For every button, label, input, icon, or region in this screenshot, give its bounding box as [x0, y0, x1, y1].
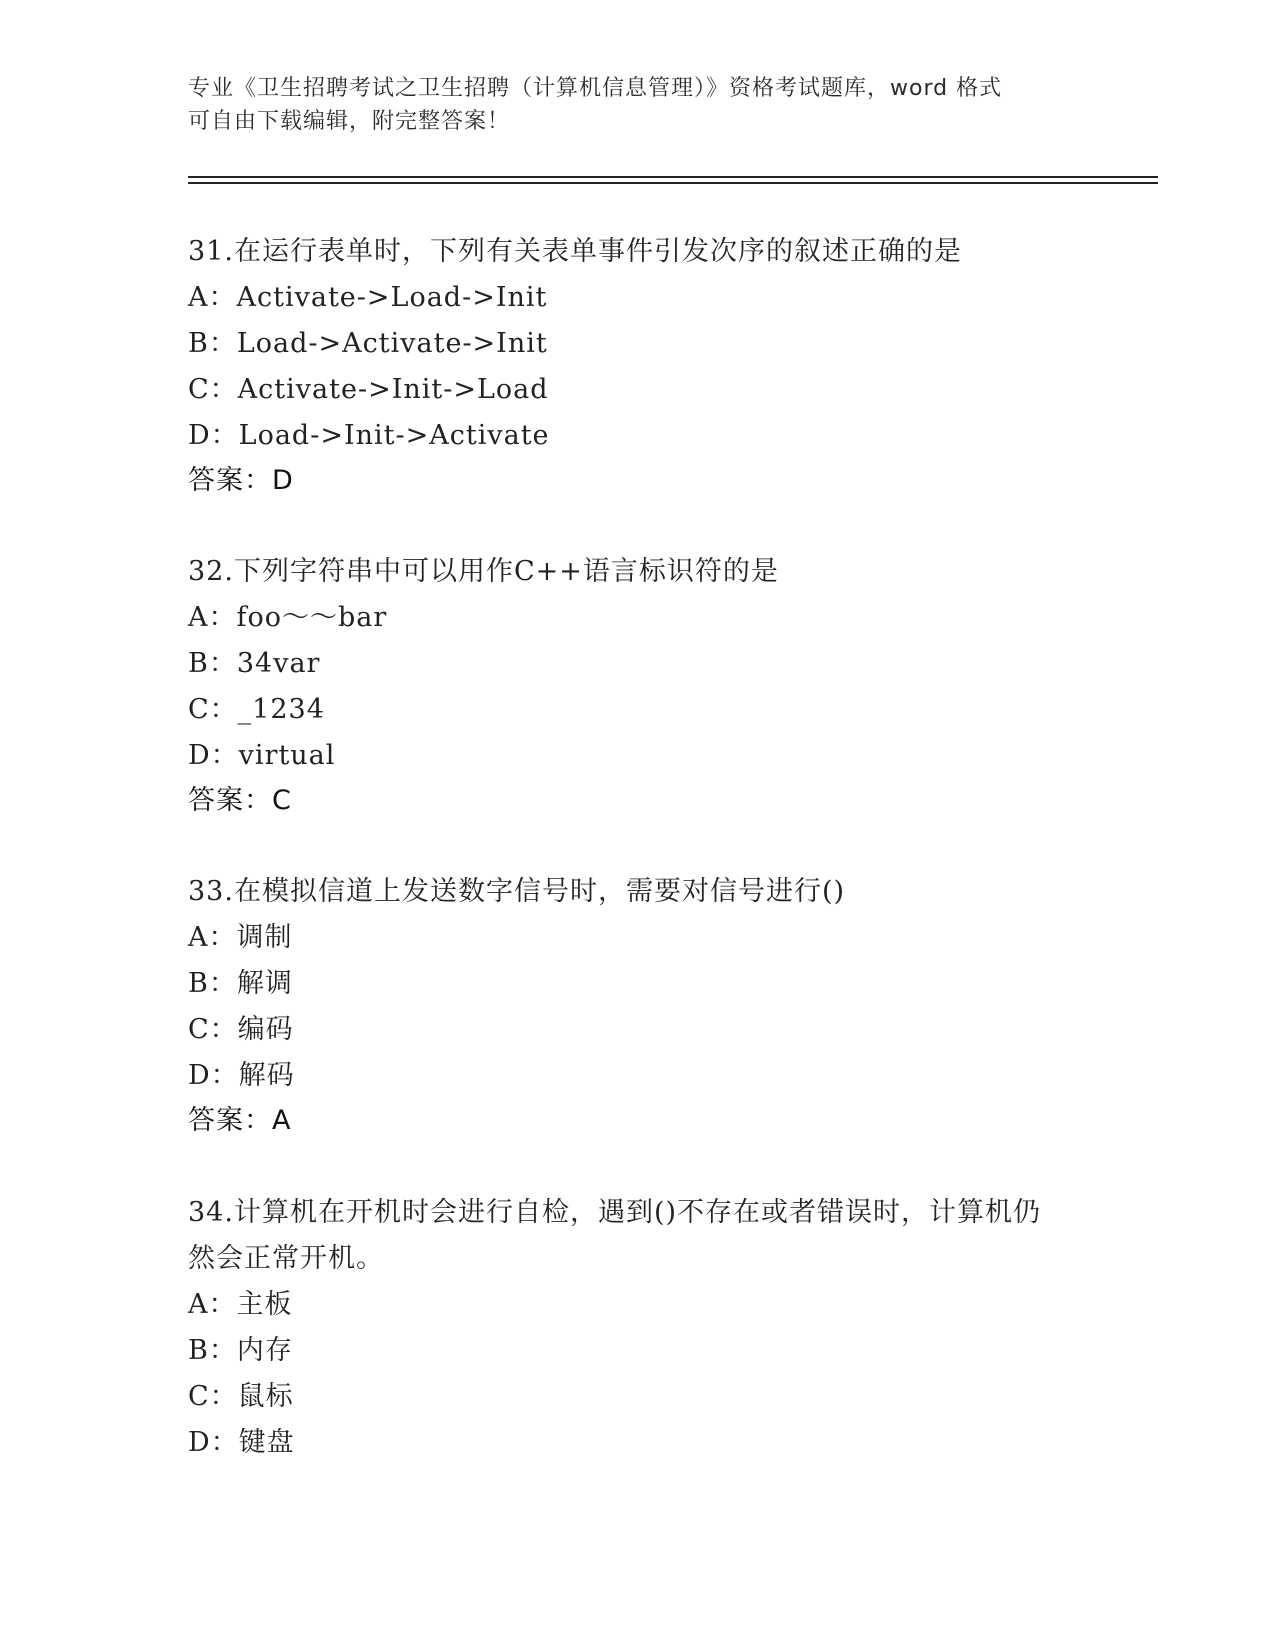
answer: 答案：C	[188, 785, 292, 816]
option-c: C：编码	[188, 1014, 294, 1045]
option-a: A：调制	[188, 922, 293, 953]
option-a: A：主板	[188, 1289, 293, 1320]
option-c: C：鼠标	[188, 1381, 294, 1412]
header-line-1: 专业《卫生招聘考试之卫生招聘（计算机信息管理）》资格考试题库，word 格式	[188, 76, 1003, 101]
option-d: D：解码	[188, 1060, 295, 1091]
option-b: B：Load->Activate->Init	[188, 328, 548, 359]
option-d: D：virtual	[188, 740, 336, 771]
header-divider-top	[188, 176, 1158, 178]
option-a: A：Activate->Load->Init	[188, 282, 548, 313]
question-34	[188, 1190, 1088, 1466]
document-header	[188, 72, 1088, 138]
header-line-2: 可自由下载编辑，附完整答案！	[188, 109, 511, 134]
option-b: B：解调	[188, 968, 293, 999]
question-stem: 33.在模拟信道上发送数字信号时，需要对信号进行()	[188, 876, 846, 907]
question-stem-line-1: 34.计算机在开机时会进行自检，遇到()不存在或者错误时，计算机仍	[188, 1197, 1042, 1228]
option-d: D：键盘	[188, 1427, 295, 1458]
question-stem-line-2: 然会正常开机。	[188, 1243, 384, 1274]
question-31	[188, 229, 1088, 503]
option-b: B：34var	[188, 648, 321, 679]
question-32	[188, 549, 1088, 823]
option-d: D：Load->Init->Activate	[188, 420, 550, 451]
question-stem: 32.下列字符串中可以用作C++语言标识符的是	[188, 556, 779, 587]
option-c: C：_1234	[188, 694, 325, 725]
answer: 答案：A	[188, 1105, 292, 1136]
question-stem: 31.在运行表单时，下列有关表单事件引发次序的叙述正确的是	[188, 236, 962, 267]
option-a: A：foo～～bar	[188, 602, 388, 633]
header-divider-bottom	[188, 182, 1158, 184]
question-33	[188, 869, 1088, 1143]
option-b: B：内存	[188, 1335, 293, 1366]
option-c: C：Activate->Init->Load	[188, 374, 549, 405]
answer: 答案：D	[188, 465, 294, 496]
